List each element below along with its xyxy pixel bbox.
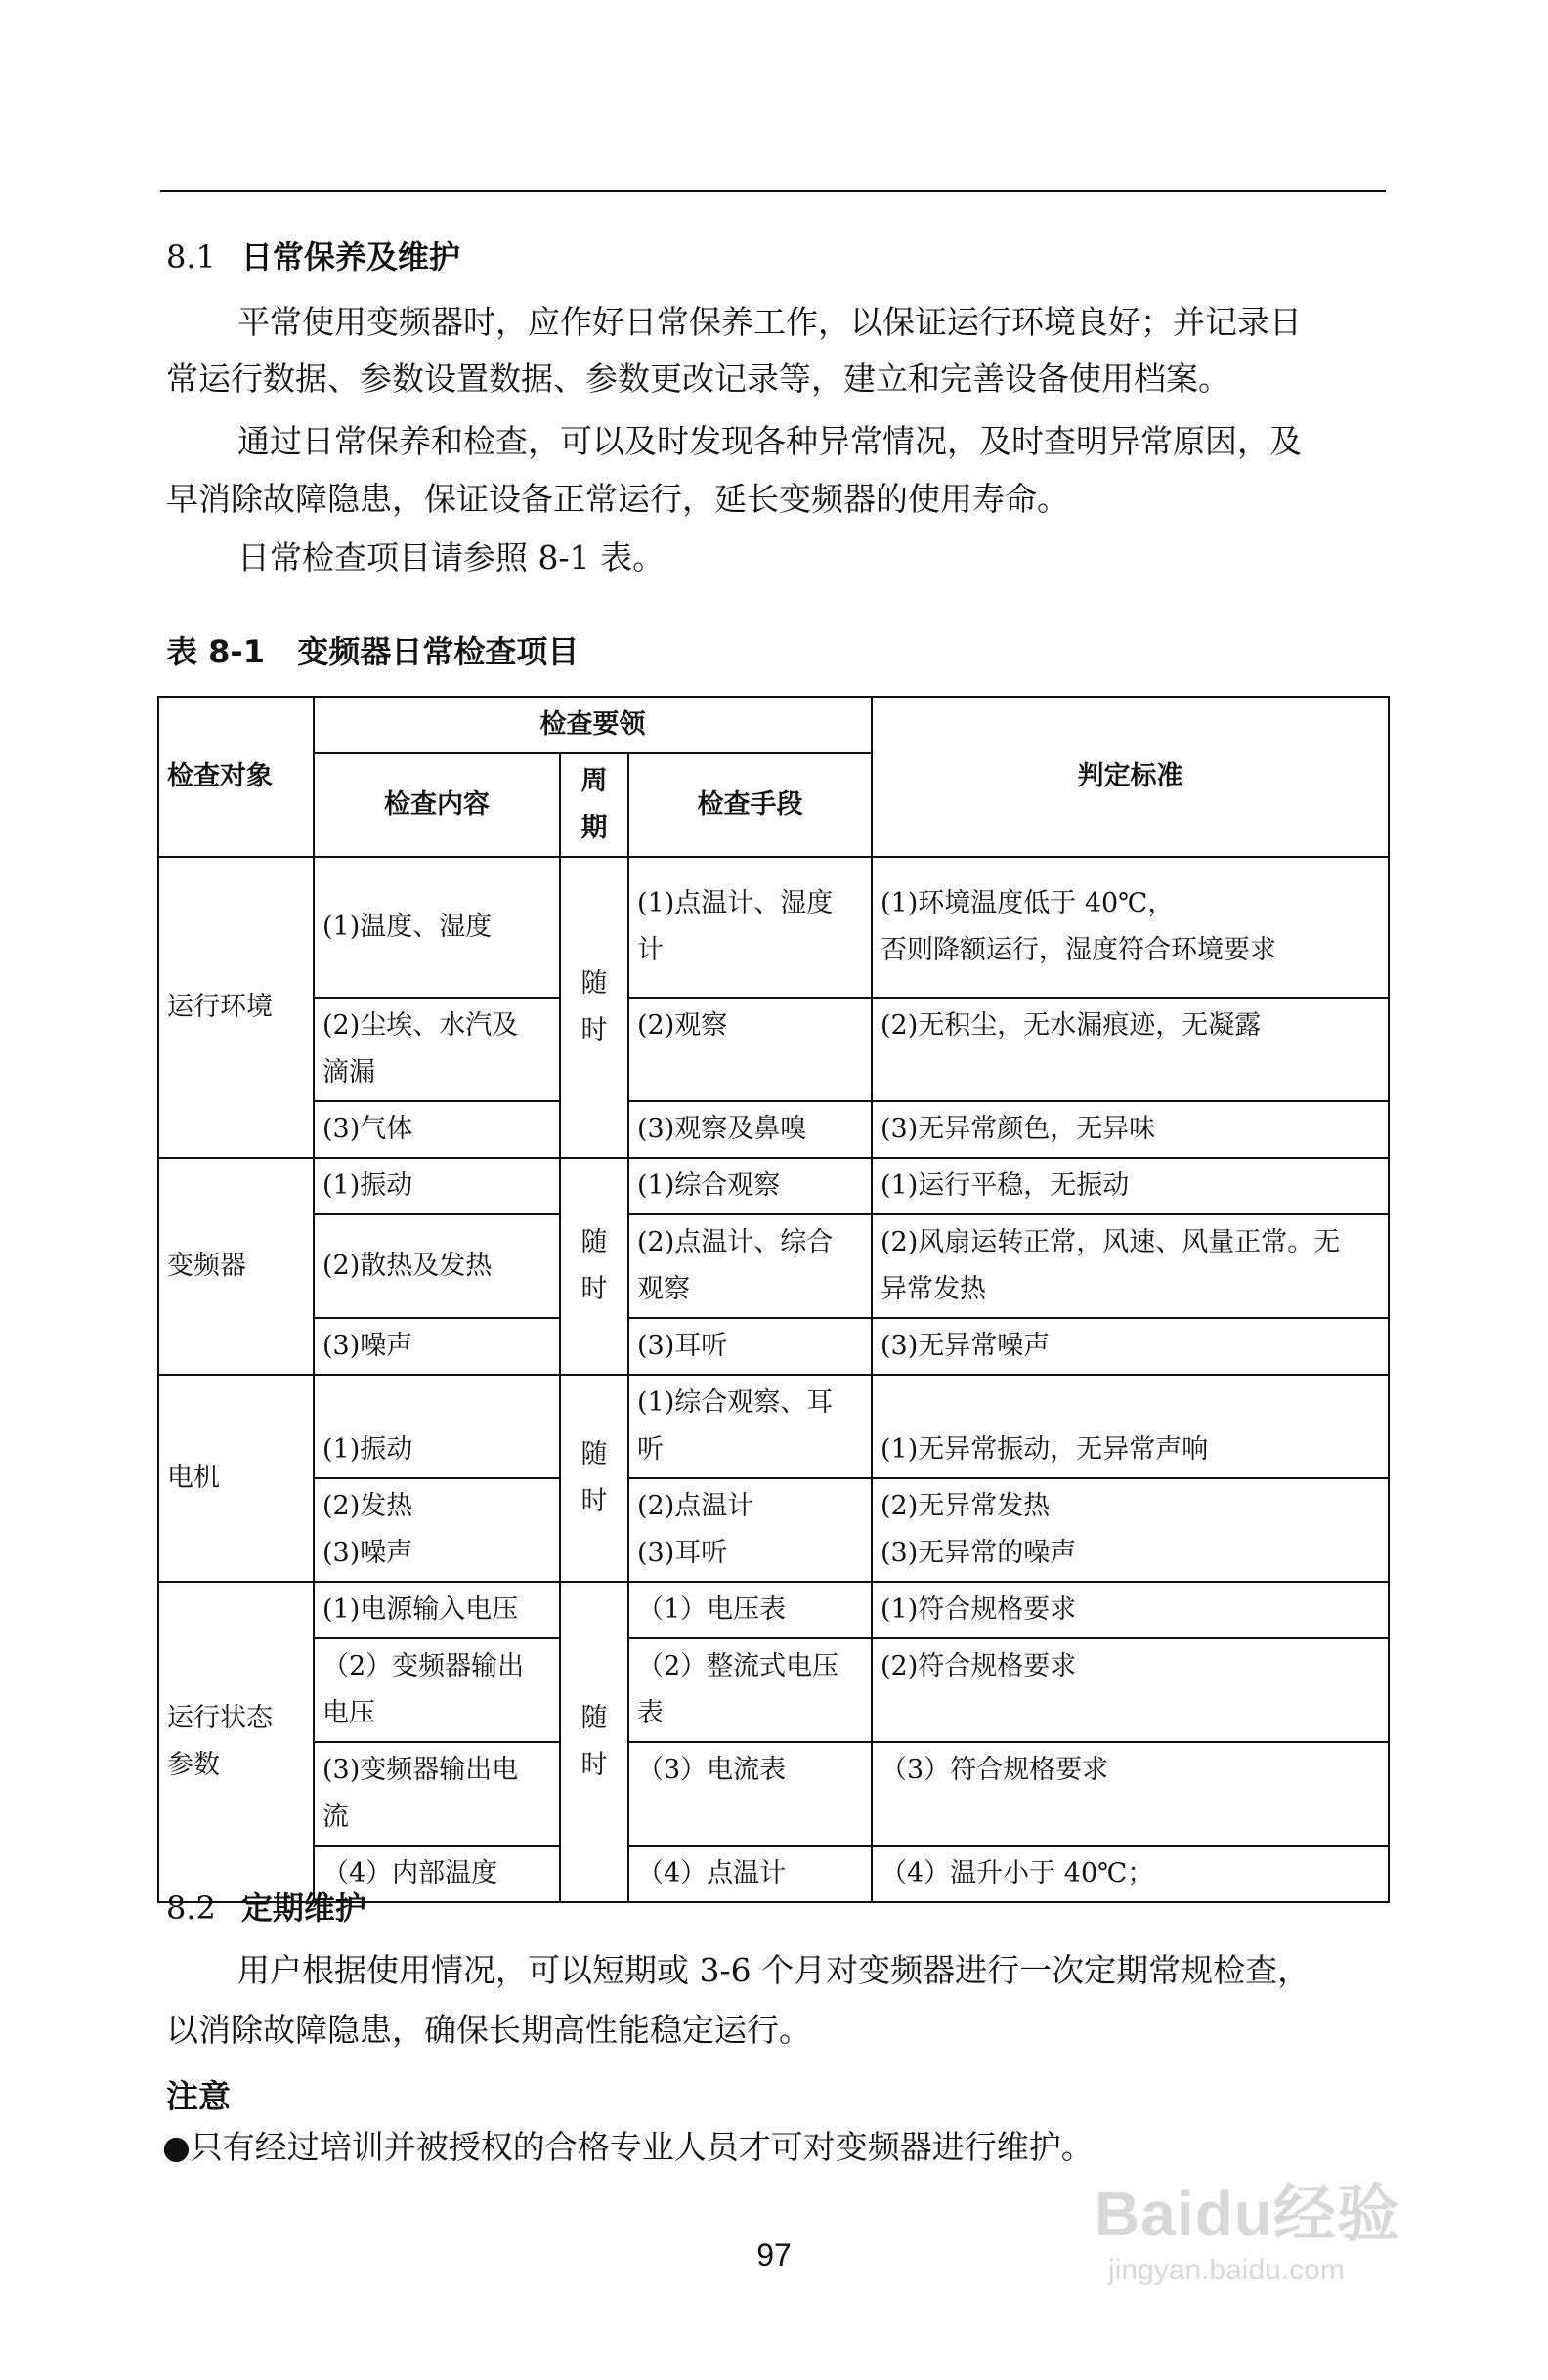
daily-inspection-table	[157, 696, 1390, 1903]
table-row	[158, 1478, 1389, 1582]
note-title: 注意	[166, 2077, 231, 2115]
method-cell: （3）电流表	[628, 1742, 872, 1846]
content-cell: (2)发热 (3)噪声	[314, 1478, 560, 1582]
table-row	[158, 1742, 1389, 1846]
period-cell: 随 时	[560, 1158, 628, 1375]
criteria-cell: (3)无异常颜色，无异味	[872, 1101, 1389, 1158]
table-row	[158, 998, 1389, 1101]
section-number: 8.2	[166, 1890, 216, 1927]
object-cell: 变频器	[158, 1158, 314, 1375]
table-caption: 表 8-1 变频器日常检查项目	[166, 633, 580, 670]
section-title: 日常保养及维护	[240, 238, 460, 276]
section-title: 定期维护	[240, 1890, 366, 1927]
watermark-url: jingyan.baidu.com	[1108, 2254, 1345, 2286]
section-number: 8.1	[166, 238, 216, 276]
criteria-cell: (1)无异常振动，无异常声响	[872, 1375, 1389, 1478]
baidu-watermark	[1095, 2164, 1400, 2287]
content-cell: (1)振动	[314, 1158, 560, 1214]
method-cell: （4）点温计	[628, 1846, 872, 1902]
method-cell: (3)耳听	[628, 1318, 872, 1375]
criteria-cell: (2)风扇运转正常，风速、风量正常。无 异常发热	[872, 1214, 1389, 1318]
criteria-cell: (1)符合规格要求	[872, 1582, 1389, 1638]
criteria-cell: （3）符合规格要求	[872, 1742, 1389, 1846]
method-cell: (2)点温计、综合 观察	[628, 1214, 872, 1318]
page-number: 97	[756, 2237, 792, 2273]
method-cell: (3)观察及鼻嗅	[628, 1101, 872, 1158]
header-criteria: 判定标准	[872, 697, 1389, 857]
period-cell: 随 时	[560, 1582, 628, 1902]
paragraph-line: 用户根据使用情况，可以短期或 3-6 个月对变频器进行一次定期常规检查，	[237, 1951, 1311, 1989]
content-cell: (1)振动	[314, 1375, 560, 1478]
paragraph-line: 早消除故障隐患，保证设备正常运行，延长变频器的使用寿命。	[166, 480, 1069, 518]
method-cell: (2)点温计 (3)耳听	[628, 1478, 872, 1582]
table-row	[158, 1318, 1389, 1375]
period-cell: 随 时	[560, 857, 628, 1158]
header-rule	[160, 190, 1386, 192]
content-cell: （4）内部温度	[314, 1846, 560, 1902]
content-cell: (1)温度、湿度	[314, 857, 560, 998]
criteria-cell: (3)无异常噪声	[872, 1318, 1389, 1375]
paragraph-line: 日常检查项目请参照 8-1 表。	[237, 538, 666, 576]
object-cell: 电机	[158, 1375, 314, 1582]
method-cell: (1)综合观察、耳 听	[628, 1375, 872, 1478]
content-cell: (2)尘埃、水汽及 滴漏	[314, 998, 560, 1101]
table-row	[158, 1638, 1389, 1742]
method-cell: （2）整流式电压 表	[628, 1638, 872, 1742]
criteria-cell: (2)符合规格要求	[872, 1638, 1389, 1742]
section-8-2-heading	[166, 1884, 366, 1929]
method-cell: (2)观察	[628, 998, 872, 1101]
header-object: 检查对象	[158, 697, 314, 857]
header-method: 检查手段	[628, 753, 872, 857]
paragraph-line: 通过日常保养和检查，可以及时发现各种异常情况，及时查明异常原因，及	[237, 422, 1302, 460]
table-row	[158, 1158, 1389, 1214]
paragraph-line: 平常使用变频器时，应作好日常保养工作，以保证运行环境良好；并记录日	[237, 303, 1302, 341]
method-cell: （1）电压表	[628, 1582, 872, 1638]
object-cell: 运行状态 参数	[158, 1582, 314, 1902]
table-row	[158, 857, 1389, 998]
content-cell: (1)电源输入电压	[314, 1582, 560, 1638]
paragraph-line: 以消除故障隐患，确保长期高性能稳定运行。	[166, 2011, 811, 2049]
content-cell: (3)噪声	[314, 1318, 560, 1375]
table-row	[158, 1214, 1389, 1318]
method-cell: (1)综合观察	[628, 1158, 872, 1214]
watermark-logo: Baidu经验	[1095, 2179, 1400, 2249]
criteria-cell: （4）温升小于 40℃；	[872, 1846, 1389, 1902]
content-cell: (3)气体	[314, 1101, 560, 1158]
header-period: 周 期	[560, 753, 628, 857]
header-essentials: 检查要领	[314, 697, 872, 753]
method-cell: (1)点温计、湿度 计	[628, 857, 872, 998]
paragraph-line: 常运行数据、参数设置数据、参数更改记录等，建立和完善设备使用档案。	[166, 360, 1230, 398]
table-row	[158, 1582, 1389, 1638]
header-content: 检查内容	[314, 753, 560, 857]
table-row	[158, 1375, 1389, 1478]
content-cell: (2)散热及发热	[314, 1214, 560, 1318]
period-cell: 随 时	[560, 1375, 628, 1582]
section-8-1-heading	[166, 233, 460, 277]
criteria-cell: (1)环境温度低于 40℃， 否则降额运行，湿度符合环境要求	[872, 857, 1389, 998]
content-cell: （2）变频器输出 电压	[314, 1638, 560, 1742]
criteria-cell: (2)无异常发热 (3)无异常的噪声	[872, 1478, 1389, 1582]
table-row	[158, 1101, 1389, 1158]
object-cell: 运行环境	[158, 857, 314, 1158]
content-cell: (3)变频器输出电 流	[314, 1742, 560, 1846]
criteria-cell: (2)无积尘，无水漏痕迹，无凝露	[872, 998, 1389, 1101]
criteria-cell: (1)运行平稳，无振动	[872, 1158, 1389, 1214]
note-bullet: ●只有经过培训并被授权的合格专业人员才可对变频器进行维护。	[162, 2128, 1094, 2166]
